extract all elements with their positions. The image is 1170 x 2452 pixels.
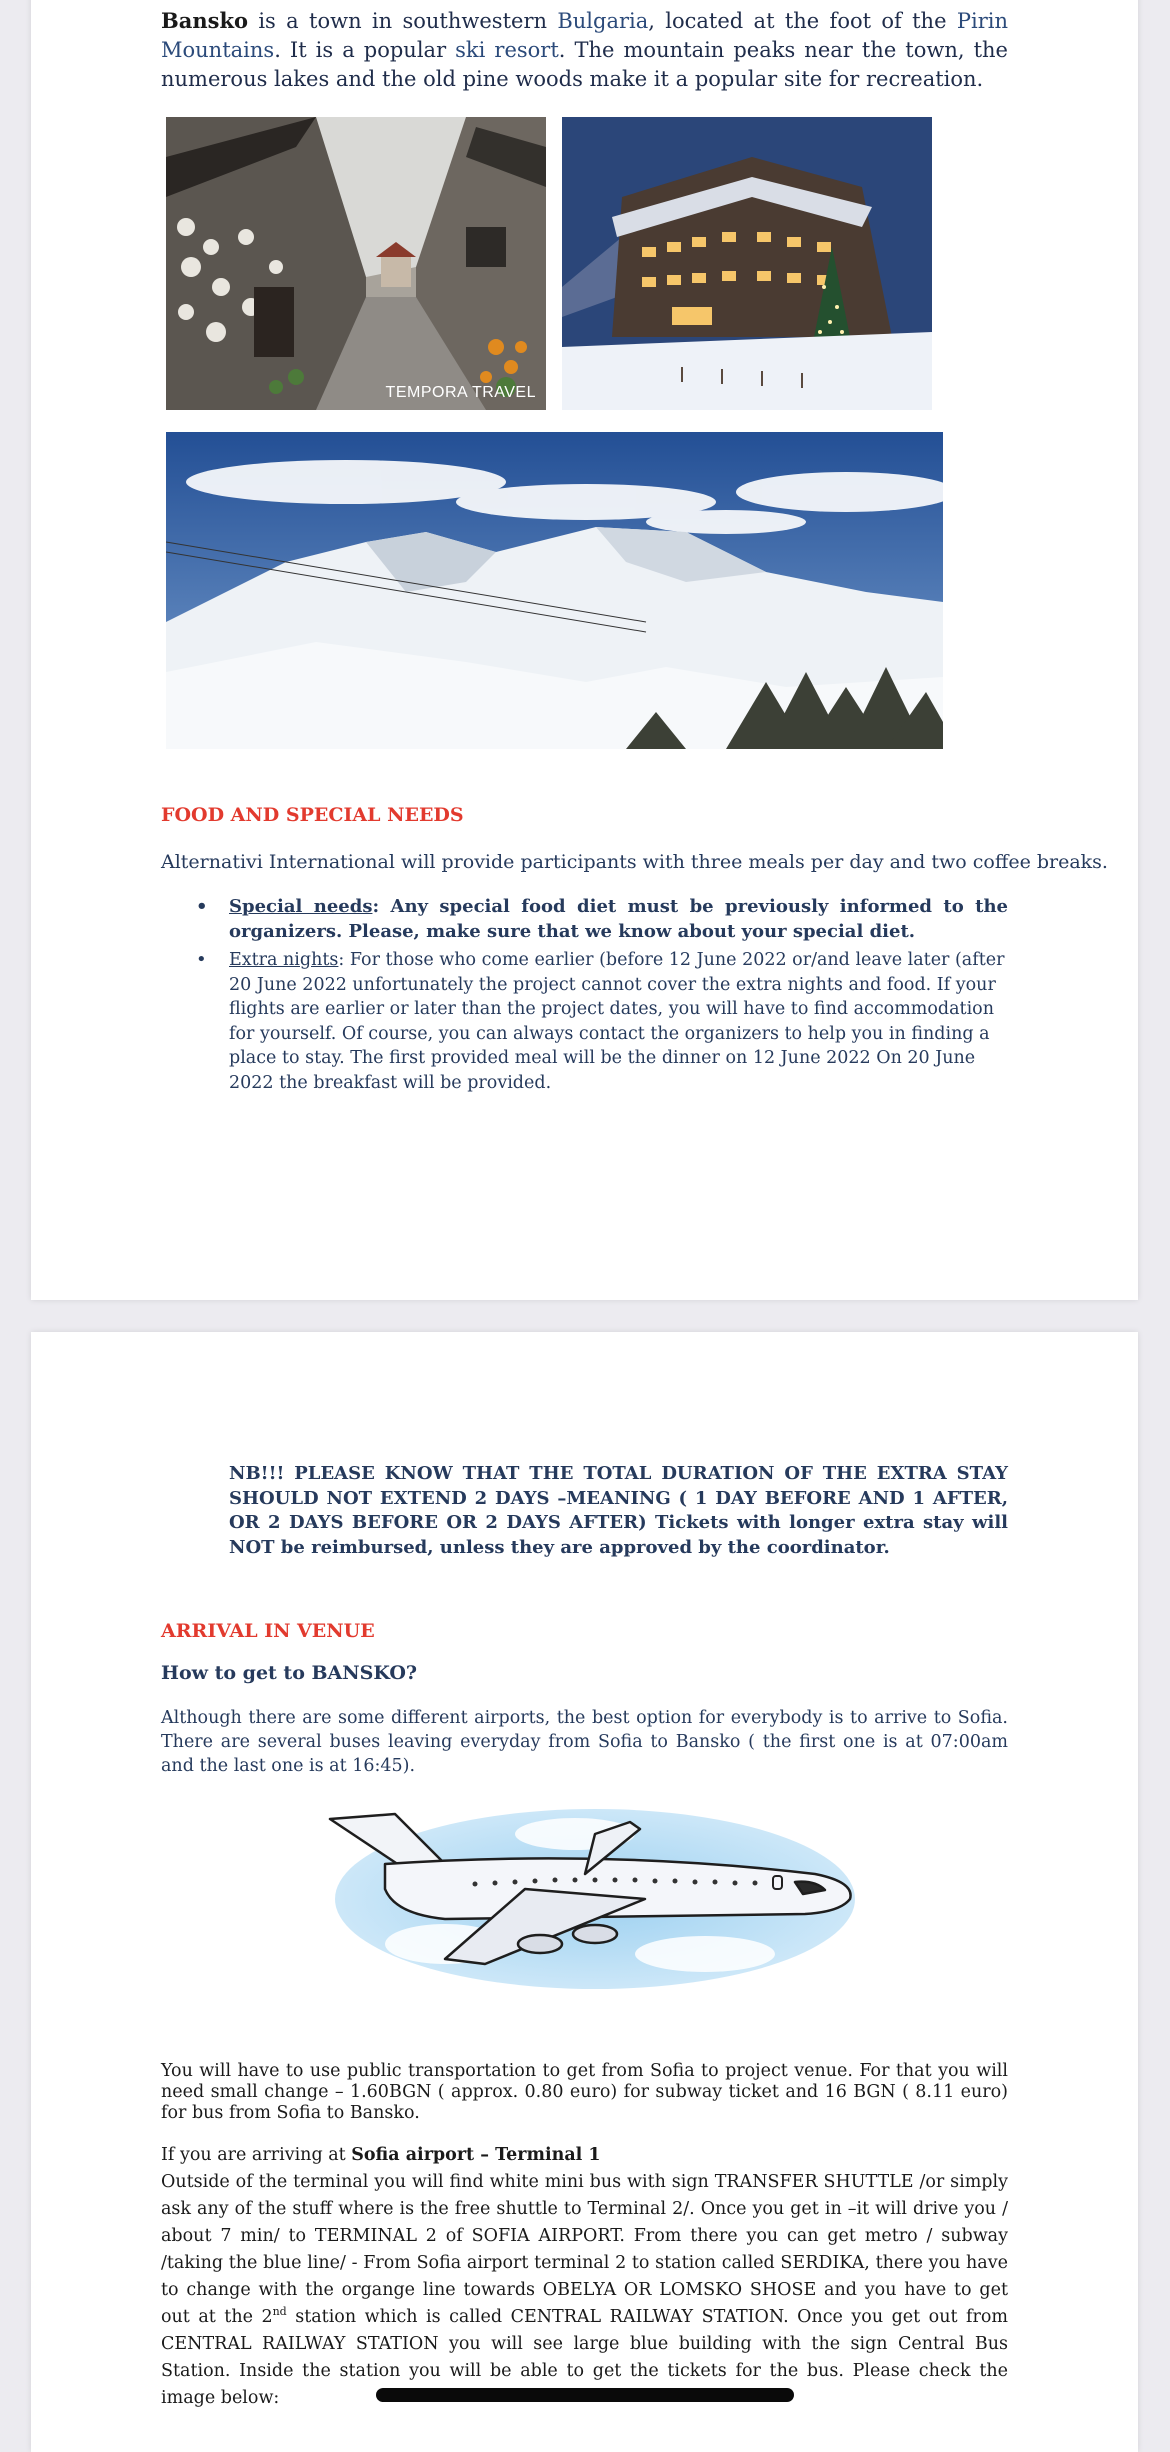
- airports-paragraph: Although there are some different airports, the best option for everybody is to arrive to Sofia. There are several buses leaving everyday from Sofia to Bansko ( the first one is at 07:00am and the last one is at 16:45).: [161, 1708, 1008, 1776]
- extra-nights-label: Extra nights: [229, 950, 339, 970]
- street-illustration: [166, 117, 546, 410]
- hotel-illustration: [562, 117, 932, 410]
- arrival-section-title: ARRIVAL IN VENUE: [161, 1620, 375, 1642]
- tempora-travel-watermark: TEMPORA TRAVEL: [385, 384, 536, 401]
- directions-text-b: station which is called CENTRAL RAILWAY STATION. Once you get out from CENTRAL RAILWAY STATION you will see large blue building with the sign Central Bus Station. Inside the station you will be able to get the tickets for the bus. Please check the image below:: [161, 2307, 1008, 2408]
- directions-text-a: Outside of the terminal you will find white mini bus with sign TRANSFER SHUTTLE /or simply ask any of the stuff where is the free shuttle to Terminal 2/. Once you get in –it will drive you / about 7 min/ to TERMINAL 2 of SOFIA AIRPORT. From there you can get metro / subway /taking the blue line/ - From Sofia airport terminal 2 to station called SERDIKA, there you have to change with the organge line towards OBELYA OR LOMSKO SHOSE and you have to get out at the 2: [161, 2172, 1008, 2327]
- airplane-icon: [325, 1794, 875, 2000]
- intro-text-4: . The mountain peaks near the town, the numerous lakes and the old pine woods make it a popular site for recreation.: [161, 38, 1008, 91]
- food-lead-text: Alternativi International will provide participants with three meals per day and two coffee breaks.: [161, 851, 1108, 873]
- food-section-title: FOOD AND SPECIAL NEEDS: [161, 804, 464, 826]
- transport-paragraph: You will have to use public transportation to get from Sofia to project venue. For that you will need small change – 1.60BGN ( approx. 0.80 euro) for subway ticket and 16 BGN ( 8.11 euro) for bus from Sofia to Bansko.: [161, 2061, 1008, 2123]
- special-needs-label: Special needs: [229, 896, 373, 917]
- arriving-prefix: If you are arriving at: [161, 2145, 352, 2165]
- ski-resort-link[interactable]: ski resort: [455, 38, 559, 62]
- how-to-get-heading: How to get to BANSKO?: [161, 1662, 418, 1684]
- arriving-paragraph: [161, 2142, 1008, 2412]
- arriving-place: Sofia airport – Terminal 1: [351, 2145, 601, 2165]
- special-needs-text: : Any special food diet must be previously informed to the organizers. Please, make sure that we know about your special diet.: [229, 896, 1008, 942]
- bansko-street-photo: [166, 117, 546, 410]
- image-placeholder-bar: [376, 2388, 794, 2402]
- document-page-2: [31, 1332, 1138, 2452]
- mountain-illustration: [166, 432, 943, 749]
- list-item: [229, 948, 1008, 1095]
- pirin-mountains-photo: [166, 432, 943, 749]
- intro-text-1: is a town in southwestern: [248, 9, 558, 33]
- extra-nights-text: : For those who come earlier (before 12 June 2022 or/and leave later (after 20 June 2022 unfortunately the project cannot cover the extra nights and food. If your flights are earlier or later than the project dates, you will have to find accommodation for yourself. Of course, you can always contact the organizers to help you in finding a place to stay. The first provided meal will be the dinner on 12 June 2022 On 20 June 2022 the breakfast will be provided.: [229, 950, 1005, 1093]
- extra-nights-bullet: [229, 948, 1008, 1095]
- special-needs-bullet: [229, 895, 1008, 944]
- list-item: [229, 895, 1008, 944]
- intro-text-3: . It is a popular: [274, 38, 456, 62]
- intro-town: Bansko: [161, 8, 249, 33]
- extra-stay-notice: NB!!! PLEASE KNOW THAT THE TOTAL DURATION OF THE EXTRA STAY SHOULD NOT EXTEND 2 DAYS –MEANING ( 1 DAY BEFORE AND 1 AFTER, OR 2 DAYS BEFORE OR 2 DAYS AFTER) Tickets with longer extra stay will NOT be reimbursed, unless they are approved by the coordinator.: [229, 1463, 1008, 1558]
- document-page-1: [31, 0, 1138, 1300]
- bulgaria-link[interactable]: Bulgaria: [557, 9, 649, 33]
- directions-ordinal: nd: [272, 2305, 287, 2319]
- ski-hotel-photo: [562, 117, 932, 410]
- intro-paragraph: [161, 6, 1008, 94]
- intro-text-2: , located at the foot of the: [648, 9, 957, 33]
- pirin-mountains-link[interactable]: Pirin Mountains: [161, 9, 1008, 62]
